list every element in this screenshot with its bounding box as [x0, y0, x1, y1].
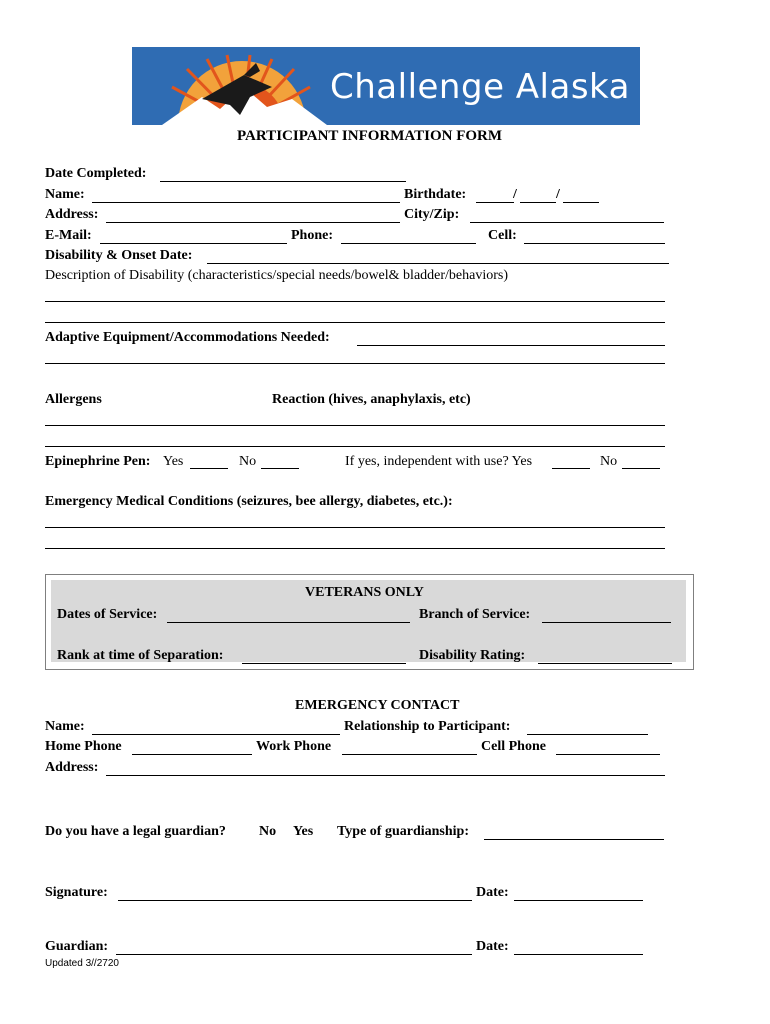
challenge-alaska-logo [132, 47, 640, 125]
adaptive-equipment-line-2[interactable] [45, 363, 665, 364]
work-phone-label: Work Phone [256, 739, 332, 754]
guardian-field[interactable] [116, 954, 472, 955]
epinephrine-no-field[interactable] [261, 468, 299, 469]
signature-label: Signature: [45, 885, 108, 900]
disability-rating-field[interactable] [538, 663, 672, 664]
cell-label: Cell: [488, 228, 517, 243]
birthdate-month-field[interactable] [476, 202, 514, 203]
independent-use-no-field[interactable] [622, 468, 660, 469]
email-label: E-Mail: [45, 228, 92, 243]
epinephrine-yes-label: Yes [163, 454, 184, 469]
logo-text: Challenge Alaska [330, 67, 630, 107]
home-phone-label: Home Phone [45, 739, 122, 754]
independent-use-yes-field[interactable] [552, 468, 590, 469]
updated-note: Updated 3//2720 [45, 958, 119, 969]
birthdate-day-field[interactable] [520, 202, 556, 203]
legal-guardian-question: Do you have a legal guardian? [45, 824, 226, 839]
cell-field[interactable] [524, 243, 665, 244]
name-label: Name: [45, 187, 85, 202]
date-completed-field[interactable] [160, 181, 406, 182]
guardian-label: Guardian: [45, 939, 109, 954]
cell-phone-field[interactable] [556, 754, 660, 755]
phone-field[interactable] [341, 243, 476, 244]
birthdate-separator: / [556, 187, 560, 202]
city-zip-field[interactable] [470, 222, 664, 223]
ec-address-label: Address: [45, 760, 99, 775]
veterans-title: VETERANS ONLY [305, 585, 424, 600]
work-phone-field[interactable] [342, 754, 477, 755]
birthdate-separator: / [513, 187, 517, 202]
independent-use-label: If yes, independent with use? Yes [345, 454, 533, 469]
allergens-label: Allergens [45, 392, 102, 407]
dates-of-service-field[interactable] [167, 622, 410, 623]
allergens-line-2[interactable] [45, 446, 665, 447]
birthdate-year-field[interactable] [563, 202, 599, 203]
ec-name-field[interactable] [92, 734, 340, 735]
guardian-date-label: Date: [476, 939, 509, 954]
disability-description-line-1[interactable] [45, 301, 665, 302]
ec-address-field[interactable] [106, 775, 665, 776]
relationship-field[interactable] [527, 734, 648, 735]
legal-guardian-yes-option[interactable]: Yes [293, 824, 314, 839]
emergency-contact-title: EMERGENCY CONTACT [295, 698, 460, 713]
address-field[interactable] [106, 222, 400, 223]
home-phone-field[interactable] [132, 754, 252, 755]
adaptive-equipment-label: Adaptive Equipment/Accommodations Needed: [45, 330, 330, 345]
guardian-date-field[interactable] [514, 954, 643, 955]
city-zip-label: City/Zip: [404, 207, 460, 222]
epinephrine-no-label: No [239, 454, 257, 469]
form-title: PARTICIPANT INFORMATION FORM [237, 128, 503, 144]
epinephrine-yes-field[interactable] [190, 468, 228, 469]
dates-of-service-label: Dates of Service: [57, 607, 158, 622]
epinephrine-label: Epinephrine Pen: [45, 454, 151, 469]
rank-label: Rank at time of Separation: [57, 648, 224, 663]
address-label: Address: [45, 207, 99, 222]
disability-rating-label: Disability Rating: [419, 648, 526, 663]
disability-description-label: Description of Disability (characteristics/special needs/bowel& bladder/behaviors) [45, 268, 509, 283]
disability-description-line-2[interactable] [45, 322, 665, 323]
guardianship-type-field[interactable] [484, 839, 664, 840]
birthdate-label: Birthdate: [404, 187, 467, 202]
emergency-conditions-line-2[interactable] [45, 548, 665, 549]
disability-onset-label: Disability & Onset Date: [45, 248, 193, 263]
reaction-label: Reaction (hives, anaphylaxis, etc) [272, 392, 471, 407]
name-field[interactable] [92, 202, 400, 203]
rank-field[interactable] [242, 663, 406, 664]
allergens-line-1[interactable] [45, 425, 665, 426]
relationship-label: Relationship to Participant: [344, 719, 511, 734]
emergency-conditions-line-1[interactable] [45, 527, 665, 528]
emergency-conditions-label: Emergency Medical Conditions (seizures, bee allergy, diabetes, etc.): [45, 494, 453, 509]
email-field[interactable] [100, 243, 287, 244]
independent-use-no-label: No [600, 454, 618, 469]
adaptive-equipment-field[interactable] [357, 345, 665, 346]
ec-name-label: Name: [45, 719, 85, 734]
date-completed-label: Date Completed: [45, 166, 147, 181]
cell-phone-label: Cell Phone [481, 739, 546, 754]
signature-date-field[interactable] [514, 900, 643, 901]
guardianship-type-label: Type of guardianship: [337, 824, 469, 839]
branch-of-service-field[interactable] [542, 622, 671, 623]
phone-label: Phone: [291, 228, 333, 243]
legal-guardian-no-option[interactable]: No [259, 824, 277, 839]
disability-onset-field[interactable] [207, 263, 669, 264]
signature-field[interactable] [118, 900, 472, 901]
signature-date-label: Date: [476, 885, 509, 900]
branch-of-service-label: Branch of Service: [419, 607, 531, 622]
